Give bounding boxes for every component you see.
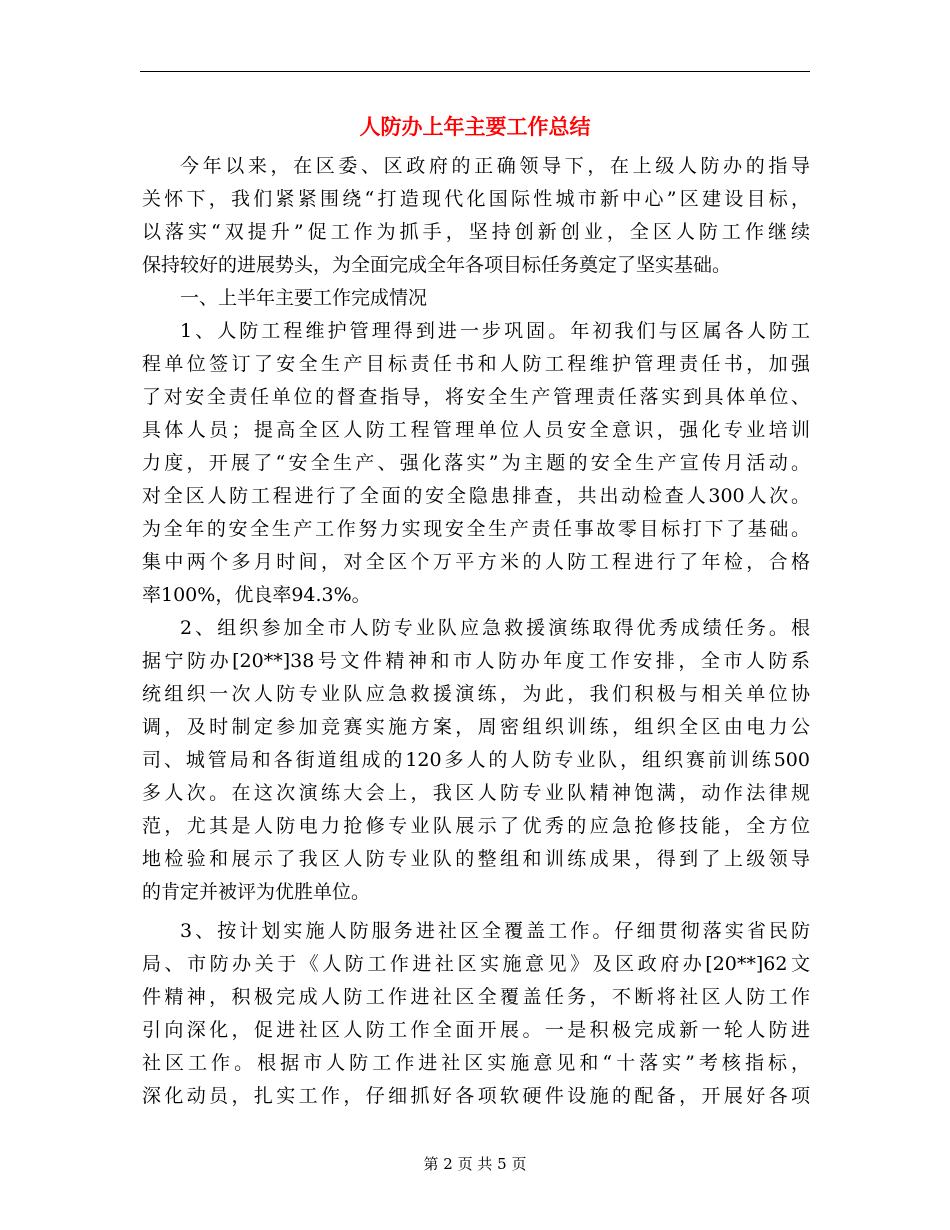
body-line: 力度，开展了“安全生产、强化落实”为主题的安全生产宣传月活动。 [142, 452, 810, 474]
body-line: 深化动员，扎实工作，仔细抓好各项软硬件设施的配备，开展好各项 [142, 1085, 810, 1107]
body-line: 据宁防办[20**]38号文件精神和市人防办年度工作安排，全市人防系 [142, 650, 810, 672]
section-heading: 一、上半年主要工作完成情况 [180, 287, 428, 309]
body-line: 引向深化，促进社区人防工作全面开展。一是积极完成新一轮人防进 [142, 1019, 810, 1041]
body-line: 的肯定并被评为优胜单位。 [142, 881, 371, 903]
body-line: 对全区人防工程进行了全面的安全隐患排查，共出动检查人300人次。 [142, 485, 810, 507]
body-line: 统组织一次人防专业队应急救援演练，为此，我们积极与相关单位协 [142, 683, 810, 705]
body-line: 局、市防办关于《人防工作进社区实施意见》及区政府办[20**]62文 [142, 953, 810, 975]
body-line: 社区工作。根据市人防工作进社区实施意见和“十落实”考核指标， [142, 1052, 810, 1074]
body-line: 以落实“双提升”促工作为抓手，坚持创新创业，全区人防工作继续 [142, 221, 810, 243]
body-line: 为全年的安全生产工作努力实现安全生产责任事故零目标打下了基础。 [142, 518, 810, 540]
document-title: 人防办上年主要工作总结 [359, 114, 591, 139]
body-line: 2、组织参加全市人防专业队应急救援演练取得优秀成绩任务。根 [180, 617, 810, 639]
body-line: 司、城管局和各街道组成的120多人的人防专业队，组织赛前训练500 [142, 749, 810, 771]
body-line: 具体人员；提高全区人防工程管理单位人员安全意识，强化专业培训 [142, 419, 810, 441]
body-line: 了对安全责任单位的督查指导，将安全生产管理责任落实到具体单位、 [142, 386, 810, 408]
page-number: 第 2 页 共 5 页 [423, 1155, 527, 1173]
document-body [142, 150, 810, 1113]
body-line: 调，及时制定参加竞赛实施方案，周密组织训练，组织全区由电力公 [142, 716, 810, 738]
body-line: 3、按计划实施人防服务进社区全覆盖工作。仔细贯彻落实省民防 [180, 920, 810, 942]
body-line: 保持较好的进展势头，为全面完成全年各项目标任务奠定了坚实基础。 [142, 254, 732, 276]
body-line: 程单位签订了安全生产目标责任书和人防工程维护管理责任书，加强 [142, 353, 810, 375]
header-rule [140, 71, 810, 72]
body-line: 今年以来，在区委、区政府的正确领导下，在上级人防办的指导 [180, 155, 810, 177]
body-line: 范，尤其是人防电力抢修专业队展示了优秀的应急抢修技能，全方位 [142, 815, 810, 837]
body-line: 集中两个多月时间，对全区个万平方米的人防工程进行了年检，合格 [142, 551, 810, 573]
body-line: 1、人防工程维护管理得到进一步巩固。年初我们与区属各人防工 [180, 320, 810, 342]
body-line: 关怀下，我们紧紧围绕“打造现代化国际性城市新中心”区建设目标， [142, 188, 810, 210]
body-line: 多人次。在这次演练大会上，我区人防专业队精神饱满，动作法律规 [142, 782, 810, 804]
body-line: 件精神，积极完成人防工作进社区全覆盖任务，不断将社区人防工作 [142, 986, 810, 1008]
body-line: 地检验和展示了我区人防专业队的整组和训练成果，得到了上级领导 [142, 848, 810, 870]
body-line: 率100%，优良率94.3%。 [142, 584, 371, 606]
